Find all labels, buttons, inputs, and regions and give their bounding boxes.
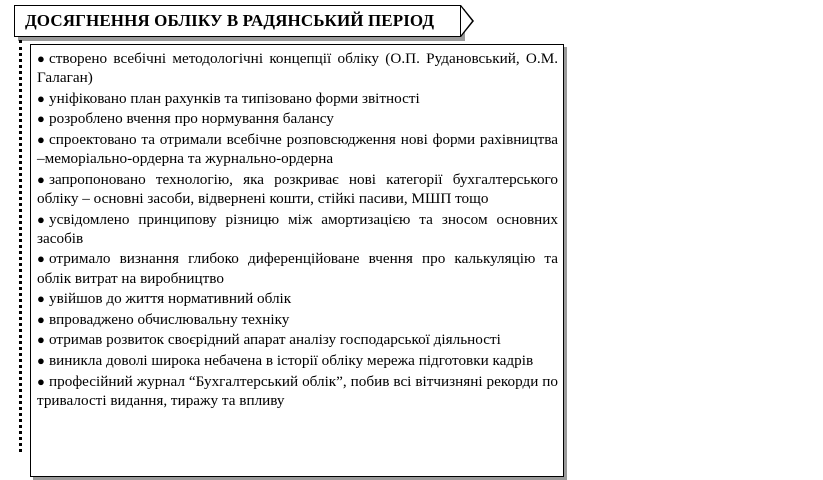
dotted-divider [19,40,22,452]
list-item-text: виникла доволі широка небачена в історії обліку мережа підготовки кадрів [49,351,534,369]
list-item-text: увійшов до життя нормативний облік [49,290,292,308]
bullet-icon: ● [37,373,45,389]
list-item-text: розроблено вчення про нормування балансу [49,110,334,128]
list-item-text: отримало визнання глибоко диференційоване вчення про калькуляцію та облік витрат на виробництво [37,250,558,287]
list-item-text: уніфіковано план рахунків та типізовано форми звітності [49,89,420,107]
list-item [37,210,558,248]
bullet-icon: ● [37,111,45,127]
bullet-icon: ● [37,131,45,147]
list-item [37,351,558,370]
bullet-icon: ● [37,332,45,348]
list-item [37,109,558,128]
achievements-list [30,44,564,477]
list-item [37,310,558,329]
list-item [37,89,558,108]
list-item [37,249,558,287]
page-title: ДОСЯГНЕННЯ ОБЛІКУ В РАДЯНСЬКИЙ ПЕРІОД [25,11,435,30]
list-item [37,289,558,308]
list-item-text: створено всебічні методологічні концепції обліку (О.П. Рудановський, О.М. Галаган) [37,50,558,87]
bullet-icon: ● [37,251,45,267]
title-banner [14,5,461,37]
bullet-icon: ● [37,51,45,66]
list-item [37,130,558,168]
bullet-icon: ● [37,291,45,307]
bullet-icon: ● [37,352,45,368]
list-item-text: отримав розвиток своєрідний апарат аналізу господарської діяльності [49,331,501,349]
bullet-icon: ● [37,211,45,227]
bullet-icon: ● [37,90,45,106]
bullet-icon: ● [37,171,45,187]
list-item [37,49,558,87]
list-item [37,170,558,208]
list-item-text: запропоновано технологію, яка розкриває нові категорії бухгалтерського обліку – основні засоби, відвернені кошти, стійкі пасиви, МШП тощо [37,170,558,207]
list-item-text: усвідомлено принципову різницю між амортизацією та зносом основних засобів [37,210,558,247]
list-item-text: впроваджено обчислювальну техніку [49,310,290,328]
bullet-icon: ● [37,311,45,327]
list-item-text: професійний журнал “Бухгалтерський облік”, побив всі вітчизняні рекорди по тривалості видання, тиражу та впливу [37,372,558,409]
list-item-text: спроектовано та отримали всебічне розповсюдження нові форми рахівництва –меморіально-ордерна та журнально-ордерна [37,130,558,168]
list-item [37,330,558,349]
list-item [37,372,558,410]
